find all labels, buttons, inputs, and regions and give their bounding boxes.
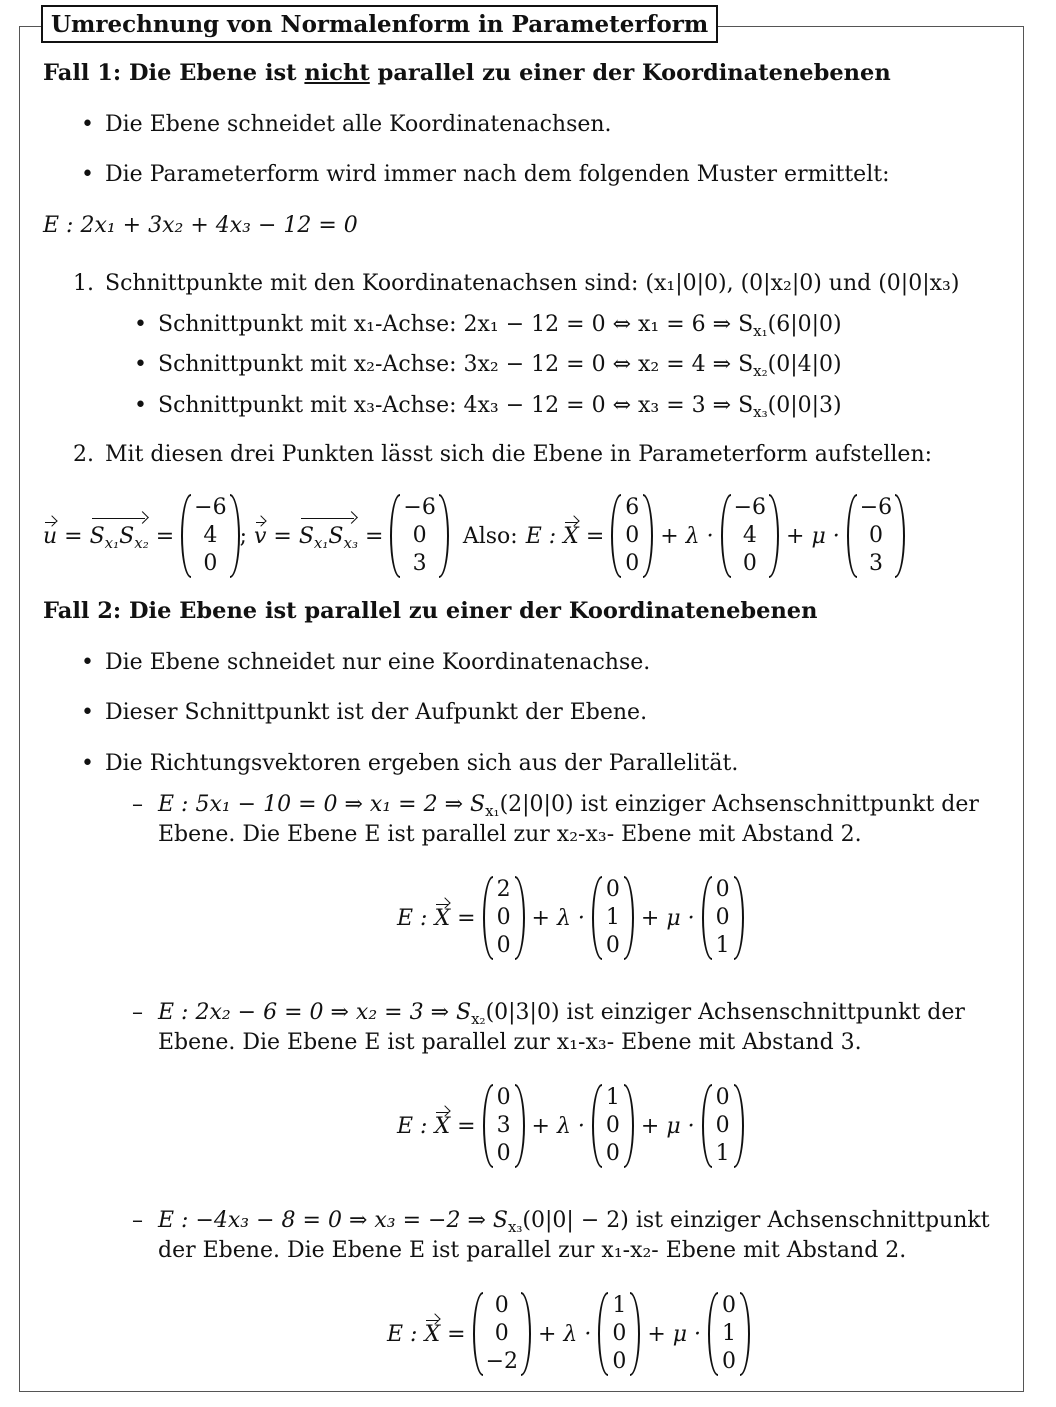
left-parenthesis: [592, 876, 602, 960]
fall1-bullet-1: • Die Ebene schneidet alle Koordinatenachsen.: [105, 112, 612, 137]
matrix-entry: −6: [733, 495, 767, 520]
intersection-point: (0|0|3): [767, 393, 842, 418]
page-title: Umrechnung von Normalenform in Parameterform: [41, 5, 718, 43]
left-parenthesis: [592, 1084, 602, 1168]
right-parenthesis: [515, 876, 525, 960]
left-parenthesis: [483, 876, 493, 960]
matrix-entry: 3: [412, 551, 427, 576]
point-matrix: [483, 876, 525, 960]
math-text: + μ ·: [633, 905, 702, 931]
math-text: X: [424, 1321, 441, 1347]
right-parenthesis: [895, 494, 905, 578]
math-text: + μ ·: [640, 1321, 709, 1347]
intersection-calc: 3x₂ − 12 = 0 ⇔ x₂ = 4 ⇒ S: [463, 352, 754, 377]
math-text: =: [440, 1321, 473, 1347]
right-parenthesis: [624, 876, 634, 960]
dir1-matrix: [592, 876, 634, 960]
matrix-entry: 0: [605, 933, 620, 958]
fall1-bullet-2: • Die Parameterform wird immer nach dem folgenden Muster ermittelt:: [105, 162, 889, 187]
fall2-bullet-2: • Dieser Schnittpunkt ist der Aufpunkt der Ebene.: [105, 700, 647, 725]
sub-x1: x₁: [104, 533, 120, 552]
intersection-sub: x₃: [753, 403, 768, 421]
vector-sx1-sx3: [298, 523, 358, 552]
matrix-entry: 0: [494, 1321, 509, 1346]
dir2-matrix: [702, 1084, 744, 1168]
matrix-entry: 0: [496, 1085, 511, 1110]
dir1-matrix: [721, 494, 779, 578]
fall2-heading: Fall 2: Die Ebene ist parallel zu einer der Koordinatenebenen: [43, 598, 818, 624]
intersection-x3: [158, 393, 842, 421]
right-parenthesis: [643, 494, 653, 578]
fall1-equation: E : 2x₁ + 3x₂ + 4x₃ − 12 = 0: [43, 213, 358, 238]
matrix-entry: 0: [612, 1349, 627, 1374]
fall1-heading: [43, 60, 891, 86]
math-text: E : 2x₂ − 6 = 0 ⇒ x₂ = 3 ⇒ S: [158, 1000, 472, 1025]
matrix-entry: 1: [715, 1141, 730, 1166]
right-parenthesis: [515, 1084, 525, 1168]
vector-v-symbol: v: [253, 523, 267, 549]
matrix-entry: −6: [194, 495, 227, 520]
matrix-entry: 0: [494, 1293, 509, 1318]
math-text: (0|0| − 2): [522, 1208, 629, 1233]
matrix-entry: 1: [722, 1321, 737, 1346]
right-parenthesis: [624, 1084, 634, 1168]
math-text: + λ ·: [531, 1321, 599, 1347]
equals-sign: =: [148, 523, 182, 549]
step-1-text: Schnittpunkte mit den Koordinatenachsen sind: (x₁|0|0), (0|x₂|0) und (0|0|x₃): [105, 271, 960, 296]
left-parenthesis: [702, 1084, 712, 1168]
case-3-param-form: [387, 1292, 750, 1376]
intersection-sub: x₂: [753, 362, 768, 380]
sub-x1: x₁: [313, 533, 329, 552]
left-parenthesis: [483, 1084, 493, 1168]
math-text: x₂: [471, 1010, 486, 1028]
right-parenthesis: [769, 494, 779, 578]
right-parenthesis: [740, 1292, 750, 1376]
equals-sign: =: [266, 523, 299, 549]
matrix-entry: 0: [715, 905, 730, 930]
point-matrix: [473, 1292, 531, 1376]
point-matrix: [611, 494, 653, 578]
case-2-param-form: [397, 1084, 744, 1168]
left-parenthesis: [847, 494, 857, 578]
intersection-point: (6|0|0): [767, 312, 842, 337]
dir2-matrix: [708, 1292, 750, 1376]
intersection-point: (0|4|0): [767, 352, 842, 377]
case-3-line-1: [158, 1208, 990, 1236]
dir1-matrix: [592, 1084, 634, 1168]
math-text: (2|0|0): [499, 792, 574, 817]
math-text: =: [450, 1113, 483, 1139]
plus-lambda: + λ ·: [653, 523, 721, 549]
matrix-entry: 0: [625, 523, 640, 548]
matrix-entry: 3: [868, 551, 883, 576]
matrix-entry: 0: [496, 933, 511, 958]
math-text: X: [434, 905, 451, 931]
matrix-entry: 0: [868, 523, 883, 548]
step-2-text: Mit diesen drei Punkten lässt sich die Ebene in Parameterform aufstellen:: [105, 442, 933, 467]
right-parenthesis: [630, 1292, 640, 1376]
matrix-entry: 0: [612, 1321, 627, 1346]
dir1-matrix: [598, 1292, 640, 1376]
intersection-x1: [158, 312, 842, 340]
math-text: =: [450, 905, 483, 931]
math-text: x₁: [485, 802, 500, 820]
left-parenthesis: [611, 494, 621, 578]
case-2-line-1: [158, 1000, 965, 1028]
matrix-entry: 1: [612, 1293, 627, 1318]
dir2-matrix: [847, 494, 905, 578]
fall1-heading-post: parallel zu einer der Koordinatenebenen: [369, 60, 891, 86]
matrix-entry: −2: [485, 1349, 518, 1374]
matrix-entry: 0: [605, 1141, 620, 1166]
math-text: E : −4x₃ − 8 = 0 ⇒ x₃ = −2 ⇒ S: [158, 1208, 508, 1233]
right-parenthesis: [230, 494, 240, 578]
matrix-entry: 0: [715, 877, 730, 902]
math-text: ist einziger Achsenschnittpunkt: [628, 1208, 990, 1233]
math-text: + λ ·: [524, 905, 592, 931]
matrix-entry: 0: [605, 877, 620, 902]
matrix-entry: 4: [203, 523, 218, 548]
matrix-entry: 4: [742, 523, 757, 548]
equals-sign: =: [578, 523, 612, 549]
s-symbol: S: [328, 523, 344, 549]
matrix-entry: 0: [496, 1141, 511, 1166]
matrix-entry: 0: [203, 551, 218, 576]
plus-mu: + μ ·: [779, 523, 847, 549]
left-parenthesis: [702, 876, 712, 960]
vector-v-matrix: [390, 494, 448, 578]
right-parenthesis: [521, 1292, 531, 1376]
left-parenthesis: [708, 1292, 718, 1376]
case-1-line-2: Ebene. Die Ebene E ist parallel zur x₂-x₃- Ebene mit Abstand 2.: [158, 822, 862, 847]
matrix-entry: 2: [496, 877, 511, 902]
matrix-entry: 1: [605, 905, 620, 930]
fall2-bullet-1: • Die Ebene schneidet nur eine Koordinatenachse.: [105, 650, 650, 675]
x-vector-symbol: X: [563, 523, 579, 549]
math-text: (0|3|0): [485, 1000, 560, 1025]
math-text: ist einziger Achsenschnittpunkt der: [559, 1000, 965, 1025]
fall2-bullet-3: • Die Richtungsvektoren ergeben sich aus der Parallelität.: [105, 751, 738, 776]
s-symbol: S: [89, 523, 105, 549]
matrix-entry: −6: [403, 495, 436, 520]
matrix-entry: 0: [715, 1113, 730, 1138]
matrix-entry: 1: [605, 1085, 620, 1110]
intersection-x2: [158, 352, 842, 380]
direction-vectors-row: [43, 494, 905, 578]
math-text: ist einziger Achsenschnittpunkt der: [573, 792, 979, 817]
matrix-entry: −6: [859, 495, 893, 520]
math-text: E :: [397, 1113, 435, 1139]
case-1-param-form: [397, 876, 744, 960]
intersection-calc: 4x₃ − 12 = 0 ⇔ x₃ = 3 ⇒ S: [463, 393, 754, 418]
math-text: + λ ·: [524, 1113, 592, 1139]
math-text: E : 5x₁ − 10 = 0 ⇒ x₁ = 2 ⇒ S: [158, 792, 486, 817]
fall1-heading-pre: Fall 1: Die Ebene ist: [43, 60, 305, 86]
dir2-matrix: [702, 876, 744, 960]
left-parenthesis: [390, 494, 400, 578]
intersection-label: Schnittpunkt mit x₂-Achse:: [158, 352, 457, 377]
matrix-entry: 0: [722, 1293, 737, 1318]
matrix-entry: 0: [742, 551, 757, 576]
matrix-entry: 6: [625, 495, 640, 520]
intersection-label: Schnittpunkt mit x₁-Achse:: [158, 312, 457, 337]
s-symbol: S: [119, 523, 135, 549]
step-2-number: 2.: [73, 442, 94, 467]
left-parenthesis: [473, 1292, 483, 1376]
left-parenthesis: [598, 1292, 608, 1376]
case-1-line-1: [158, 792, 979, 820]
math-text: X: [434, 1113, 451, 1139]
step-1-number: 1.: [73, 271, 94, 296]
intersection-label: Schnittpunkt mit x₃-Achse:: [158, 393, 457, 418]
also-label: Also:: [462, 523, 518, 549]
separator: ;: [239, 523, 254, 549]
math-text: x₃: [507, 1218, 523, 1236]
case-2-line-2: Ebene. Die Ebene E ist parallel zur x₁-x₃- Ebene mit Abstand 3.: [158, 1030, 862, 1055]
left-parenthesis: [721, 494, 731, 578]
vector-u-symbol: u: [43, 523, 58, 549]
right-parenthesis: [439, 494, 449, 578]
right-parenthesis: [734, 1084, 744, 1168]
equals-sign: =: [57, 523, 90, 549]
matrix-entry: 0: [715, 1085, 730, 1110]
sub-x2: x₂: [134, 533, 149, 552]
intersection-sub: x₁: [753, 322, 768, 340]
matrix-entry: 3: [496, 1113, 511, 1138]
right-parenthesis: [734, 876, 744, 960]
matrix-entry: 0: [496, 905, 511, 930]
vector-u-matrix: [181, 494, 239, 578]
point-matrix: [483, 1084, 525, 1168]
matrix-entry: 0: [722, 1349, 737, 1374]
math-text: E :: [397, 905, 435, 931]
vector-sx1-sx2: [89, 523, 149, 552]
math-text: E :: [387, 1321, 425, 1347]
fall1-heading-underlined: nicht: [304, 60, 370, 86]
matrix-entry: 0: [625, 551, 640, 576]
e-symbol: E :: [525, 523, 564, 549]
left-parenthesis: [181, 494, 191, 578]
matrix-entry: 0: [605, 1113, 620, 1138]
math-text: + μ ·: [633, 1113, 702, 1139]
intersection-calc: 2x₁ − 12 = 0 ⇔ x₁ = 6 ⇒ S: [463, 312, 754, 337]
matrix-entry: 0: [412, 523, 427, 548]
sub-x3: x₃: [343, 533, 358, 552]
equals-sign: =: [357, 523, 391, 549]
case-3-line-2: der Ebene. Die Ebene E ist parallel zur x₁-x₂- Ebene mit Abstand 2.: [158, 1238, 907, 1263]
s-symbol: S: [298, 523, 314, 549]
matrix-entry: 1: [715, 933, 730, 958]
